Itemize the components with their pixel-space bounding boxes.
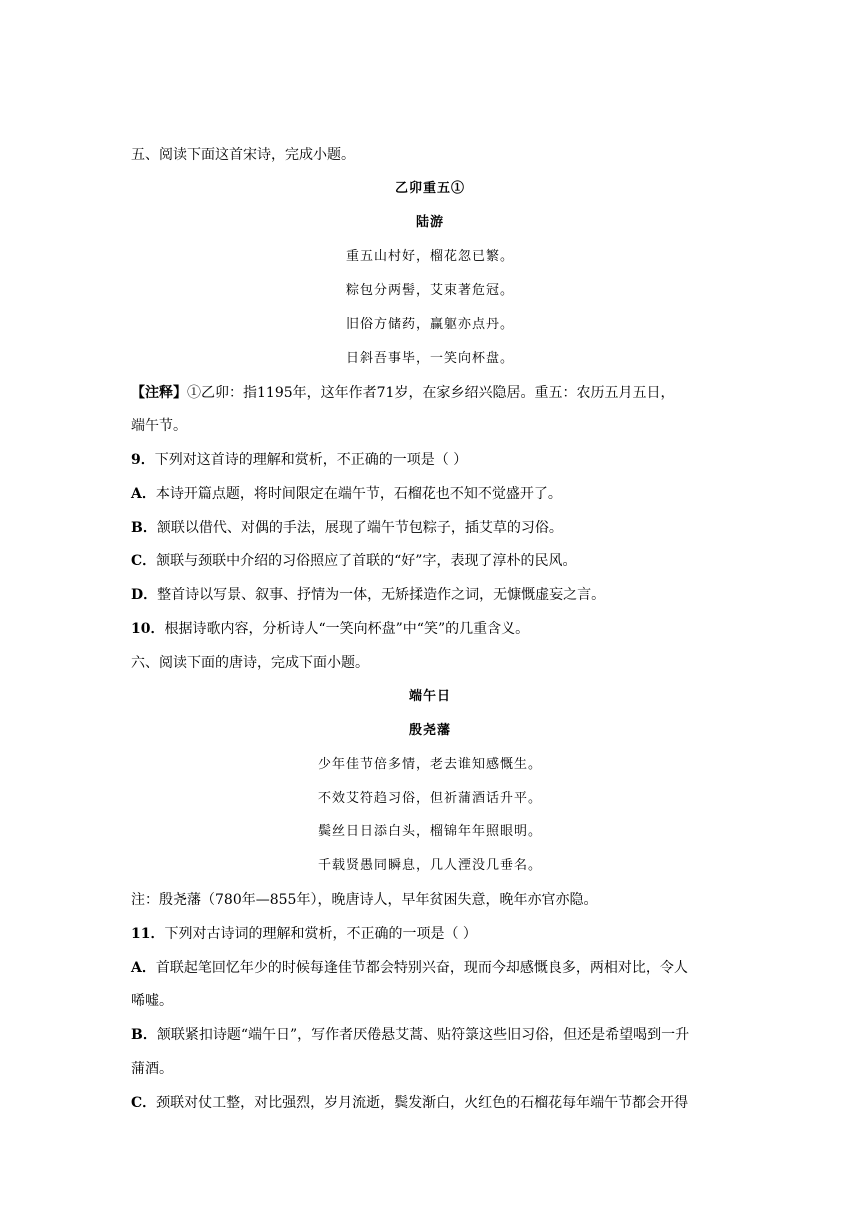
question-10 (131, 619, 741, 639)
section5-poem-title: 乙卯重五① (394, 181, 465, 196)
section6-poem-line-4: 千载贤愚同瞬息，几人湮没几垂名。 (317, 858, 542, 873)
section6-note: 注：殷尧藩（780年—855年），晚唐诗人，早年贫困失意，晚年亦官亦隐。 (131, 892, 598, 908)
section6-poem-title: 端午日 (408, 689, 451, 704)
question-11-number: 11． (131, 926, 165, 942)
section6-poem-author: 殷尧藩 (408, 723, 451, 738)
section5-poem-line-1: 重五山村好，榴花忽已繁。 (345, 249, 514, 264)
question-9 (131, 450, 741, 470)
note-label: 【注释】 (131, 385, 187, 401)
question-10-number: 10． (131, 621, 165, 637)
question-11-option-b (131, 1025, 741, 1045)
question-11-stem: 下列对古诗词的理解和赏析，不正确的一项是（ ） (164, 926, 477, 942)
option-letter: A． (131, 960, 156, 976)
option-text: 首联起笔回忆年少的时候每逢佳节都会特别兴奋，现而今却感慨良多，两相对比，令人 (155, 960, 688, 976)
option-text: 颔联紧扣诗题“端午日”，写作者厌倦悬艾蒿、贴符箓这些旧习俗，但还是希望喝到一升 (156, 1027, 690, 1043)
option-text: 整首诗以写景、叙事、抒情为一体，无矫揉造作之词，无慷慨虚妄之言。 (157, 587, 606, 603)
question-11-option-a (131, 958, 741, 978)
option-letter: A． (131, 486, 156, 502)
note-text-1: ①乙卯：指1195年，这年作者71岁，在家乡绍兴隐居。重五：农历五月五日， (187, 385, 675, 401)
question-9-option-b (131, 518, 741, 538)
option-text: 颔联以借代、对偶的手法，展现了端午节包粽子，插艾草的习俗。 (156, 520, 563, 536)
section5-poem-line-4: 日斜吾事毕，一笑向杯盘。 (345, 351, 514, 366)
section5-poem-line-2: 粽包分两髻，艾束著危冠。 (345, 283, 514, 298)
section6-poem-line-3: 鬓丝日日添白头，榴锦年年照眼明。 (317, 824, 542, 839)
section5-heading: 五、阅读下面这首宋诗，完成小题。 (131, 147, 355, 163)
option-text: 颈联对仗工整，对比强烈，岁月流逝，鬓发渐白，火红色的石榴花每年端午节都会开得 (156, 1095, 689, 1111)
option-text: 本诗开篇点题，将时间限定在端午节，石榴花也不知不觉盛开了。 (155, 486, 562, 502)
question-11-option-b-continued: 蒲酒。 (131, 1061, 173, 1077)
option-text: 颔联与颈联中介绍的习俗照应了首联的“好”字，表现了淳朴的民风。 (156, 553, 577, 569)
question-11-option-a-continued: 唏嘘。 (131, 993, 173, 1009)
option-letter: C． (131, 553, 157, 569)
question-11-option-c (131, 1093, 741, 1113)
section5-poem-line-3: 旧俗方储药，赢躯亦点丹。 (345, 317, 514, 332)
question-10-stem: 根据诗歌内容，分析诗人“一笑向杯盘”中“笑”的几重含义。 (164, 621, 530, 637)
question-9-number: 9． (131, 452, 155, 468)
section6-poem-line-1: 少年佳节倍多情，老去谁知感慨生。 (317, 757, 542, 772)
option-letter: B． (131, 520, 157, 536)
question-11 (131, 924, 741, 944)
question-9-option-c (131, 551, 741, 571)
question-9-option-a (131, 484, 741, 504)
question-9-option-d (131, 585, 741, 605)
section6-heading: 六、阅读下面的唐诗，完成下面小题。 (131, 655, 369, 671)
option-letter: C． (131, 1095, 157, 1111)
question-9-stem: 下列对这首诗的理解和赏析，不正确的一项是（ ） (154, 452, 468, 468)
section6-poem-line-2: 不效艾符趋习俗，但祈蒲酒话升平。 (317, 791, 542, 806)
section5-note (131, 383, 741, 403)
option-letter: B． (131, 1027, 157, 1043)
section5-poem-author: 陆游 (415, 215, 444, 230)
option-letter: D． (131, 587, 158, 603)
section5-note-continued: 端午节。 (131, 418, 187, 434)
